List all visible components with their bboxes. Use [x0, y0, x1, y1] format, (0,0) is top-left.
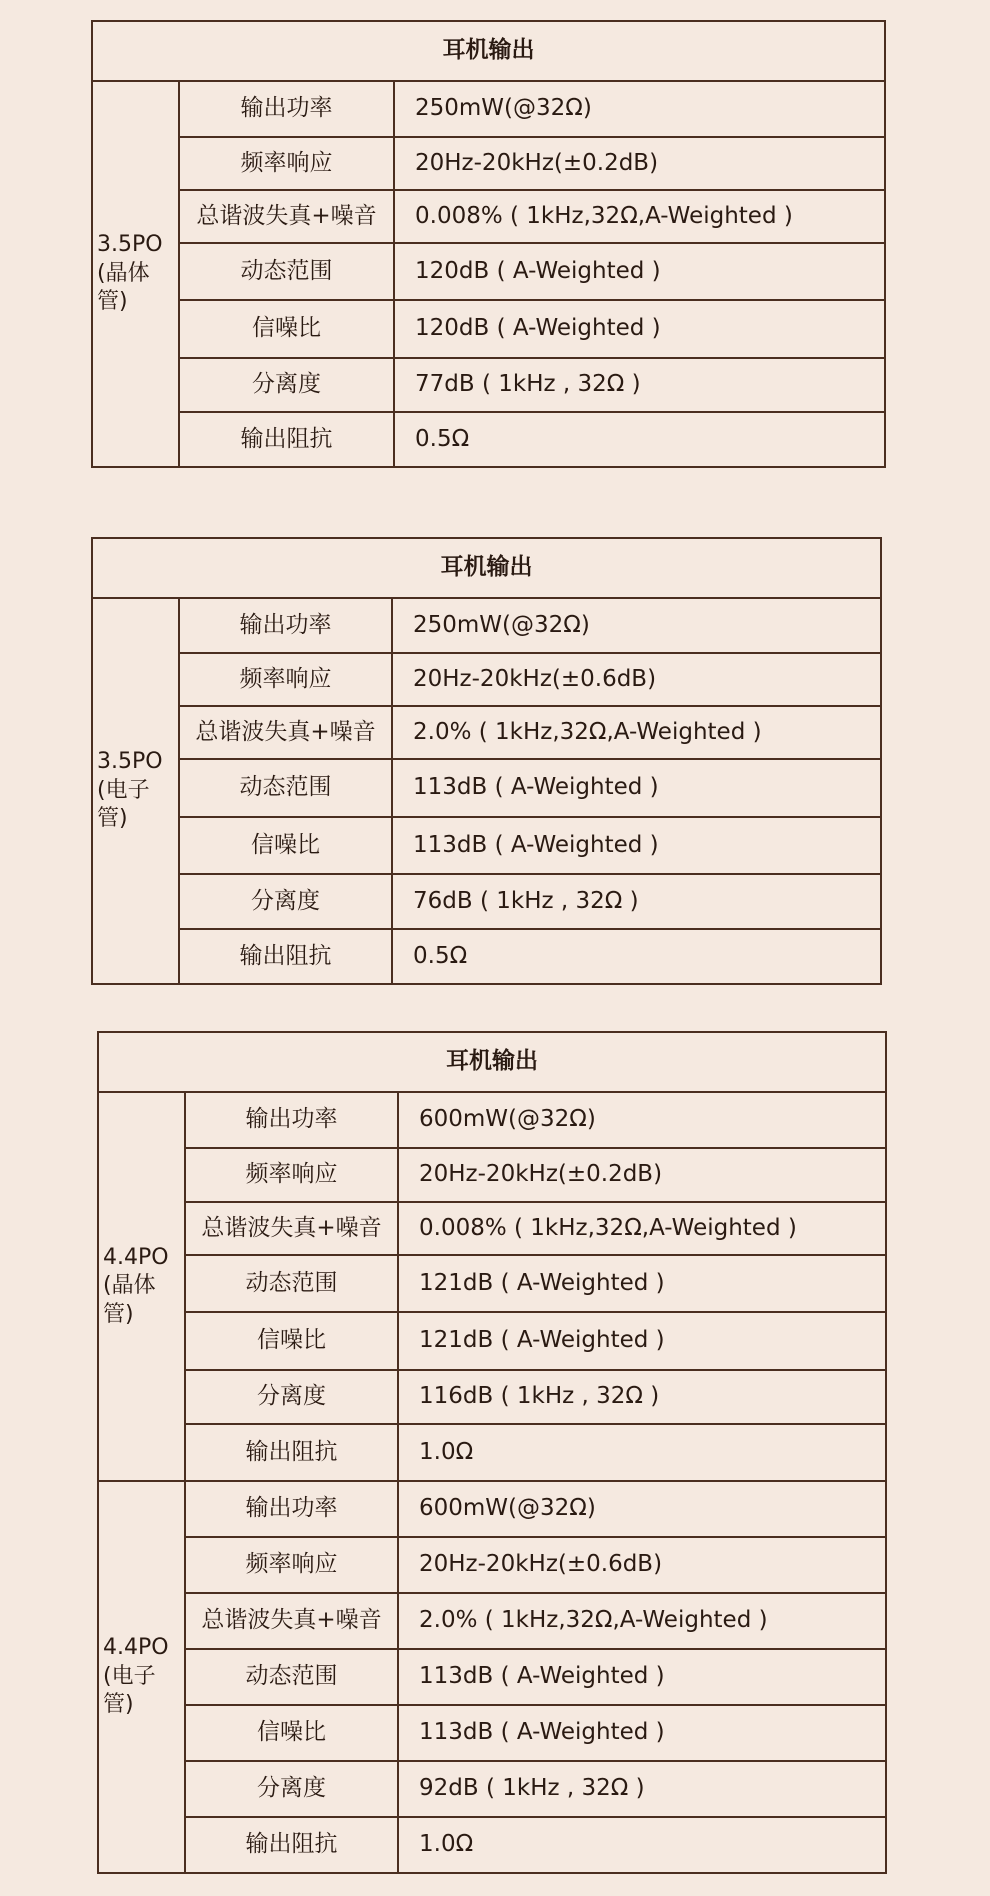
spec-value: 1.0Ω	[398, 1424, 886, 1481]
table-row	[98, 1649, 886, 1705]
table-row	[98, 1202, 886, 1255]
spec-label: 输出功率	[179, 598, 392, 653]
spec-value: 20Hz-20kHz(±0.2dB)	[394, 137, 885, 190]
spec-label: 输出阻抗	[185, 1424, 398, 1481]
spec-table-4-4po	[97, 1031, 887, 1874]
spec-label: 分离度	[185, 1761, 398, 1817]
spec-label: 总谐波失真+噪音	[185, 1202, 398, 1255]
table-title: 耳机输出	[98, 1032, 886, 1092]
table-row	[98, 1370, 886, 1424]
table-row	[92, 653, 881, 706]
table-row	[98, 1092, 886, 1148]
spec-label: 总谐波失真+噪音	[179, 706, 392, 759]
table-row	[92, 412, 885, 467]
spec-value: 116dB ( 1kHz , 32Ω )	[398, 1370, 886, 1424]
table-row	[98, 1761, 886, 1817]
table-header-row	[92, 538, 881, 598]
table-row	[98, 1705, 886, 1761]
table-row	[92, 190, 885, 243]
table-row	[92, 817, 881, 874]
spec-value: 92dB ( 1kHz , 32Ω )	[398, 1761, 886, 1817]
spec-label: 总谐波失真+噪音	[185, 1593, 398, 1649]
spec-label: 输出功率	[185, 1092, 398, 1148]
table-row	[98, 1424, 886, 1481]
table-row	[92, 598, 881, 653]
spec-label: 动态范围	[179, 243, 394, 300]
table-row	[98, 1312, 886, 1370]
spec-value: 600mW(@32Ω)	[398, 1481, 886, 1537]
table-row	[92, 300, 885, 358]
spec-value: 1.0Ω	[398, 1817, 886, 1873]
spec-value: 250mW(@32Ω)	[392, 598, 881, 653]
spec-label: 分离度	[179, 358, 394, 412]
spec-label: 信噪比	[185, 1705, 398, 1761]
spec-value: 0.008% ( 1kHz,32Ω,A-Weighted )	[394, 190, 885, 243]
spec-label: 动态范围	[179, 759, 392, 817]
table-title: 耳机输出	[92, 21, 885, 81]
spec-value: 113dB ( A-Weighted )	[392, 817, 881, 874]
table-row	[92, 243, 885, 300]
table-row	[92, 358, 885, 412]
spec-label: 总谐波失真+噪音	[179, 190, 394, 243]
spec-value: 600mW(@32Ω)	[398, 1092, 886, 1148]
spec-value: 0.008% ( 1kHz,32Ω,A-Weighted )	[398, 1202, 886, 1255]
spec-value: 2.0% ( 1kHz,32Ω,A-Weighted )	[392, 706, 881, 759]
spec-table-3-5po-transistor	[91, 20, 886, 468]
table-row	[92, 874, 881, 929]
table-row	[98, 1255, 886, 1312]
table-row	[92, 929, 881, 984]
spec-label: 信噪比	[179, 300, 394, 358]
spec-value: 20Hz-20kHz(±0.2dB)	[398, 1148, 886, 1202]
spec-value: 20Hz-20kHz(±0.6dB)	[392, 653, 881, 706]
spec-label: 频率响应	[179, 653, 392, 706]
spec-label: 频率响应	[179, 137, 394, 190]
spec-value: 20Hz-20kHz(±0.6dB)	[398, 1537, 886, 1593]
spec-value: 76dB ( 1kHz , 32Ω )	[392, 874, 881, 929]
spec-value: 77dB ( 1kHz , 32Ω )	[394, 358, 885, 412]
table-header-row	[98, 1032, 886, 1092]
table-row	[92, 706, 881, 759]
table-row	[98, 1537, 886, 1593]
table-row	[92, 137, 885, 190]
spec-label: 动态范围	[185, 1649, 398, 1705]
spec-table-3-5po-tube	[91, 537, 882, 985]
spec-value: 121dB ( A-Weighted )	[398, 1255, 886, 1312]
spec-value: 0.5Ω	[392, 929, 881, 984]
table-header-row	[92, 21, 885, 81]
spec-label: 输出阻抗	[185, 1817, 398, 1873]
spec-value: 113dB ( A-Weighted )	[398, 1705, 886, 1761]
spec-value: 250mW(@32Ω)	[394, 81, 885, 137]
table-row	[92, 81, 885, 137]
spec-value: 0.5Ω	[394, 412, 885, 467]
spec-label: 频率响应	[185, 1537, 398, 1593]
group-label: 4.4PO (电子管)	[98, 1481, 185, 1873]
group-label: 4.4PO (晶体管)	[98, 1092, 185, 1481]
table-row	[92, 759, 881, 817]
spec-label: 输出功率	[185, 1481, 398, 1537]
spec-label: 输出阻抗	[179, 412, 394, 467]
spec-value: 121dB ( A-Weighted )	[398, 1312, 886, 1370]
spec-value: 113dB ( A-Weighted )	[398, 1649, 886, 1705]
table-row	[98, 1593, 886, 1649]
spec-label: 动态范围	[185, 1255, 398, 1312]
spec-label: 信噪比	[179, 817, 392, 874]
spec-label: 分离度	[179, 874, 392, 929]
spec-value: 120dB ( A-Weighted )	[394, 243, 885, 300]
spec-label: 信噪比	[185, 1312, 398, 1370]
spec-value: 2.0% ( 1kHz,32Ω,A-Weighted )	[398, 1593, 886, 1649]
table-row	[98, 1148, 886, 1202]
table-row	[98, 1817, 886, 1873]
spec-value: 113dB ( A-Weighted )	[392, 759, 881, 817]
table-title: 耳机输出	[92, 538, 881, 598]
spec-label: 频率响应	[185, 1148, 398, 1202]
spec-label: 分离度	[185, 1370, 398, 1424]
spec-label: 输出功率	[179, 81, 394, 137]
spec-value: 120dB ( A-Weighted )	[394, 300, 885, 358]
group-label: 3.5PO (电子管)	[92, 598, 179, 984]
table-row	[98, 1481, 886, 1537]
spec-label: 输出阻抗	[179, 929, 392, 984]
group-label: 3.5PO (晶体管)	[92, 81, 179, 467]
